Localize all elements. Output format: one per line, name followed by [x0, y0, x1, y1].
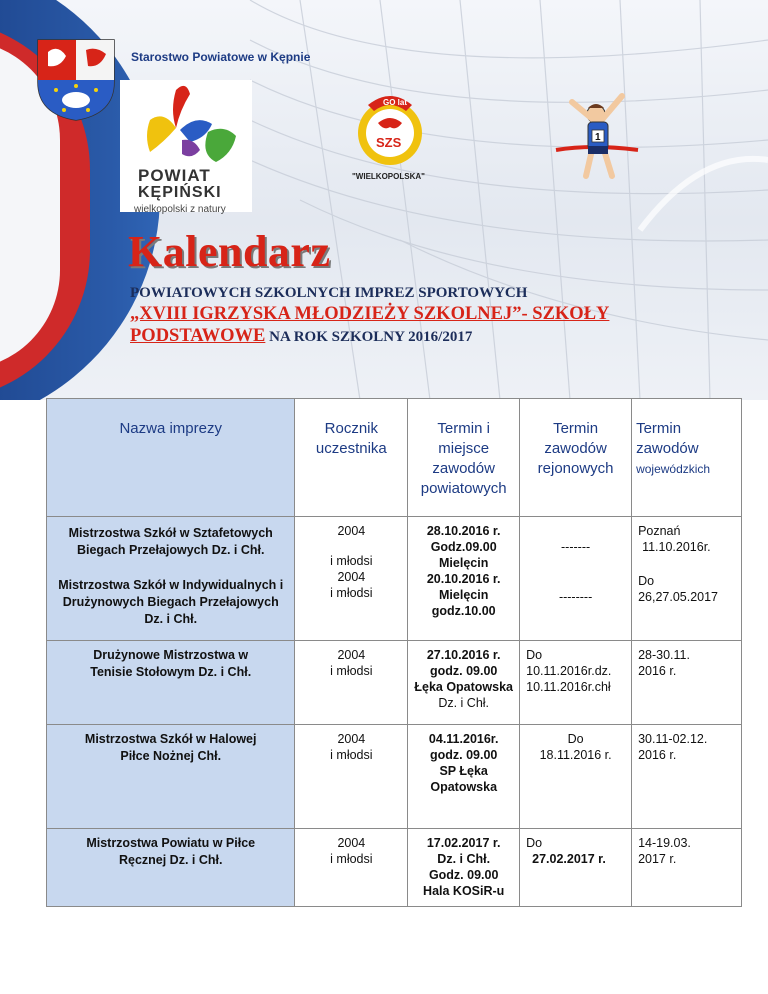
subtitle-line3: [130, 326, 472, 347]
event-rocznik: 2004 i młodsi: [295, 725, 408, 829]
szs-logo-center: SZS: [376, 135, 402, 150]
table-header-row: [47, 399, 742, 517]
subtitle-line2: „XVIII IGRZYSKA MŁODZIEŻY SZKOLNEJ”- SZKOŁY: [130, 304, 610, 324]
header-woj: Termin zawodów wojewódzkich: [632, 399, 742, 517]
event-name: Drużynowe Mistrzostwa w Tenisie Stołowym Dz. i Chł.: [47, 641, 295, 725]
institution-name: Starostwo Powiatowe w Kępnie: [131, 50, 311, 64]
event-woj: 14-19.03. 2017 r.: [632, 829, 742, 907]
header-rejon: Termin zawodów rejonowych: [520, 399, 632, 517]
szs-logo-top: GO lat: [383, 98, 408, 107]
runner-icon: [552, 88, 642, 180]
event-woj: Poznań 11.10.2016r. Do 26,27.05.2017: [632, 517, 742, 641]
event-name: Mistrzostwa Powiatu w Piłce Ręcznej Dz. i Chł.: [47, 829, 295, 907]
event-powiat: 27.10.2016 r. godz. 09.00 Łęka Opatowska Dz. i Chł.: [408, 641, 520, 725]
calendar-table: [46, 398, 742, 907]
svg-text:1: 1: [595, 132, 601, 143]
event-rocznik: 2004 i młodsi: [295, 641, 408, 725]
event-rocznik: 2004 i młodsi 2004 i młodsi: [295, 517, 408, 641]
table-row: [47, 517, 742, 641]
event-woj: 30.11-02.12. 2016 r.: [632, 725, 742, 829]
table-row: [47, 641, 742, 725]
powiat-logo-line2: KĘPIŃSKI: [138, 184, 222, 201]
powiat-kepinski-logo: [120, 80, 252, 215]
event-rejon: Do 10.11.2016r.dz. 10.11.2016r.chł: [520, 641, 632, 725]
powiat-logo-line1: POWIAT: [138, 166, 211, 185]
header-name: Nazwa imprezy: [47, 399, 295, 517]
table-row: [47, 829, 742, 907]
szs-wielkopolska-logo: [340, 85, 440, 175]
event-rejon: Do 18.11.2016 r.: [520, 725, 632, 829]
subtitle-line3-navy: NA ROK SZKOLNY 2016/2017: [265, 329, 473, 345]
event-name: Mistrzostwa Szkół w Sztafetowych Biegach Przełajowych Dz. i Chł. Mistrzostwa Szkół w Indywidualnych i Drużynowych Biegach Przełajowych Dz. i Chł.: [47, 517, 295, 641]
header-rocznik: Rocznik uczestnika: [295, 399, 408, 517]
event-powiat: 28.10.2016 r. Godz.09.00 Mielęcin 20.10.2016 r. Mielęcin godz.10.00: [408, 517, 520, 641]
szs-logo-bottom: "WIELKOPOLSKA": [352, 172, 425, 181]
event-name: Mistrzostwa Szkół w Halowej Piłce Nożnej Chł.: [47, 725, 295, 829]
coat-of-arms-icon: [34, 38, 118, 122]
powiat-logo-line3: wielkopolski z natury: [134, 204, 226, 215]
subtitle-line1: POWIATOWYCH SZKOLNYCH IMPREZ SPORTOWYCH: [130, 285, 528, 301]
event-rocznik: 2004 i młodsi: [295, 829, 408, 907]
event-rejon: ------- --------: [520, 517, 632, 641]
subtitle-line3-red: PODSTAWOWE: [130, 326, 266, 346]
event-powiat: 04.11.2016r. godz. 09.00 SP Łęka Opatowska: [408, 725, 520, 829]
page-title: Kalendarz: [128, 227, 331, 276]
event-powiat: 17.02.2017 r. Dz. i Chł. Godz. 09.00 Hala KOSiR-u: [408, 829, 520, 907]
event-woj: 28-30.11. 2016 r.: [632, 641, 742, 725]
event-rejon: Do 27.02.2017 r.: [520, 829, 632, 907]
powiat-logo-graphic: [120, 80, 252, 170]
table-row: [47, 725, 742, 829]
header-powiat: Termin i miejsce zawodów powiatowych: [408, 399, 520, 517]
